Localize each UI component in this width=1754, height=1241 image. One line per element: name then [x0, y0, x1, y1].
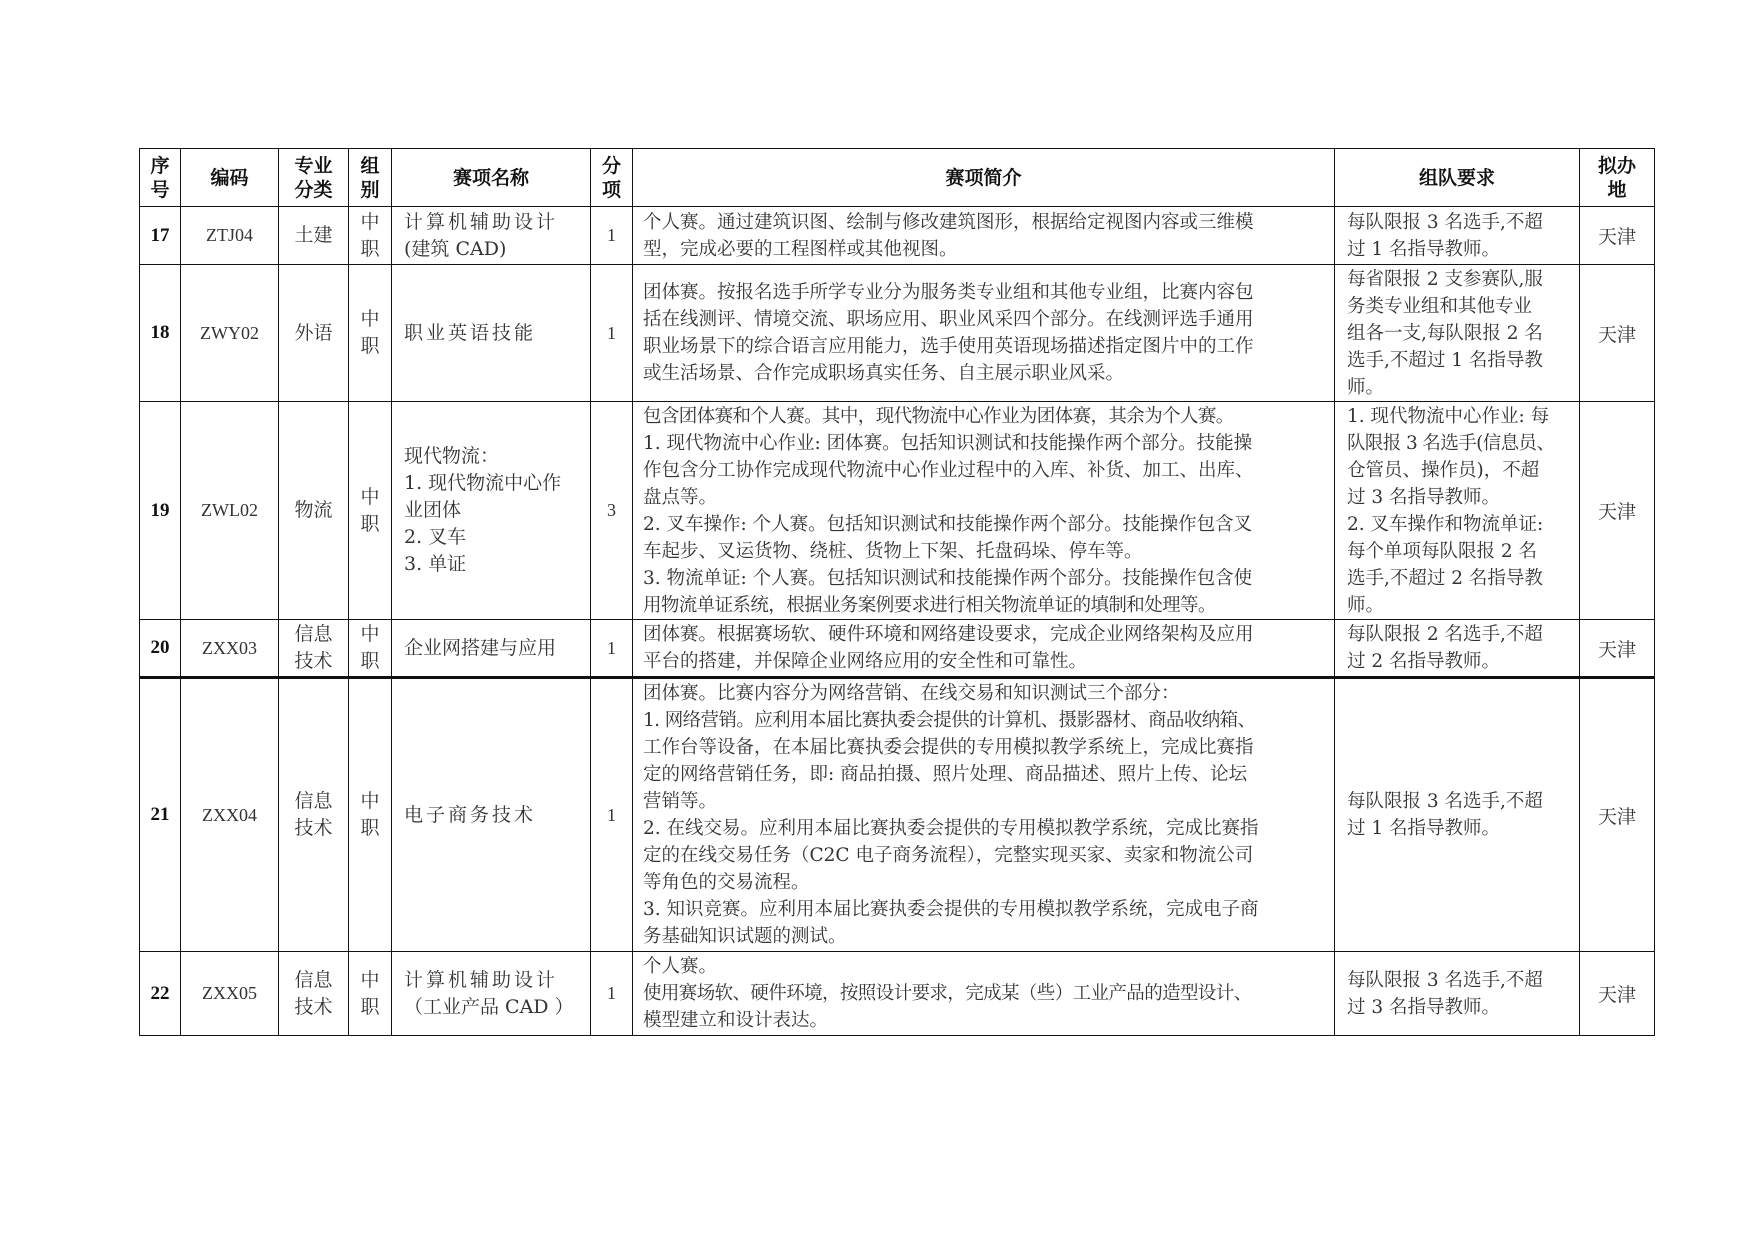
- header-code: 编码: [181, 149, 279, 207]
- row-group: 中 职: [349, 620, 392, 678]
- row-code: ZTJ04: [181, 207, 279, 265]
- row-category: 外语: [279, 265, 349, 402]
- row-req: 每队限报 3 名选手,不超 过 1 名指导教师。: [1335, 207, 1580, 265]
- row-category: 信息 技术: [279, 620, 349, 678]
- table-row: [140, 678, 1655, 952]
- row-desc: 个人赛。通过建筑识图、绘制与修改建筑图形，根据给定视图内容或三维模 型，完成必要的工程图样或其他视图。: [633, 207, 1335, 265]
- row-seq: 19: [140, 402, 181, 620]
- competition-table: [139, 148, 1655, 1036]
- row-name: 电子商务技术: [392, 678, 591, 952]
- row-loc: 天津: [1580, 678, 1655, 952]
- row-name: 职业英语技能: [392, 265, 591, 402]
- row-seq: 22: [140, 952, 181, 1036]
- row-seq: 20: [140, 620, 181, 678]
- table-row: [140, 620, 1655, 678]
- row-req: 每队限报 3 名选手,不超 过 3 名指导教师。: [1335, 952, 1580, 1036]
- table-row: [140, 207, 1655, 265]
- row-seq: 18: [140, 265, 181, 402]
- header-split: 分 项: [591, 149, 633, 207]
- row-loc: 天津: [1580, 620, 1655, 678]
- row-group: 中 职: [349, 402, 392, 620]
- row-desc: 团体赛。按报名选手所学专业分为服务类专业组和其他专业组，比赛内容包 括在线测评、情境交流、职场应用、职业风采四个部分。在线测评选手通用 职业场景下的综合语言应用能力，选手使用英语现场描述指定图片中的工作 或生活场景、合作完成职场真实任务、自主展示职业风采。: [633, 265, 1335, 402]
- row-seq: 17: [140, 207, 181, 265]
- row-code: ZWL02: [181, 402, 279, 620]
- row-code: ZXX04: [181, 678, 279, 952]
- row-code: ZXX03: [181, 620, 279, 678]
- row-desc: 个人赛。 使用赛场软、硬件环境，按照设计要求，完成某（些）工业产品的造型设计、 模型建立和设计表达。: [633, 952, 1335, 1036]
- row-split: 1: [591, 620, 633, 678]
- row-name: 现代物流： 1. 现代物流中心作 业团体 2. 叉车 3. 单证: [392, 402, 591, 620]
- row-category: 信息 技术: [279, 952, 349, 1036]
- row-group: 中 职: [349, 952, 392, 1036]
- row-req: 1. 现代物流中心作业: 每 队限报 3 名选手(信息员、 仓管员、操作员)，不超 过 3 名指导教师。 2. 叉车操作和物流单证: 每个单项每队限报 2 名 选手,不超过 2 名指导教 师。: [1335, 402, 1580, 620]
- row-code: ZXX05: [181, 952, 279, 1036]
- row-split: 1: [591, 678, 633, 952]
- header-desc: 赛项简介: [633, 149, 1335, 207]
- row-loc: 天津: [1580, 265, 1655, 402]
- row-code: ZWY02: [181, 265, 279, 402]
- row-name: 企业网搭建与应用: [392, 620, 591, 678]
- table-row: [140, 402, 1655, 620]
- row-loc: 天津: [1580, 207, 1655, 265]
- row-name: 计算机辅助设计 (建筑 CAD): [392, 207, 591, 265]
- row-desc: 包含团体赛和个人赛。其中，现代物流中心作业为团体赛，其余为个人赛。 1. 现代物流中心作业: 团体赛。包括知识测试和技能操作两个部分。技能操 作包含分工协作完成现代物流中心作业过程中的入库、补货、加工、出库、 盘点等。 2. 叉车操作: 个人赛。包括知识测试和技能操作两个部分。技能操作包含叉 车起步、叉运货物、绕桩、货物上下架、托盘码垛、停车等。 3. 物流单证: 个人赛。包括知识测试和技能操作两个部分。技能操作包含使 用物流单证系统，根据业务案例要求进行相关物流单证的填制和处理等。: [633, 402, 1335, 620]
- header-group: 组 别: [349, 149, 392, 207]
- row-category: 土建: [279, 207, 349, 265]
- row-desc: 团体赛。比赛内容分为网络营销、在线交易和知识测试三个部分： 1. 网络营销。应利用本届比赛执委会提供的计算机、摄影器材、商品收纳箱、 工作台等设备，在本届比赛执委会提供的专用模拟教学系统上，完成比赛指 定的网络营销任务，即: 商品拍摄、照片处理、商品描述、照片上传、论坛 营销等。 2. 在线交易。应利用本届比赛执委会提供的专用模拟教学系统，完成比赛指 定的在线交易任务（C2C 电子商务流程），完整实现买家、卖家和物流公司 等角色的交易流程。 3. 知识竞赛。应利用本届比赛执委会提供的专用模拟教学系统，完成电子商 务基础知识试题的测试。: [633, 678, 1335, 952]
- row-split: 1: [591, 207, 633, 265]
- header-loc: 拟办 地: [1580, 149, 1655, 207]
- row-category: 信息 技术: [279, 678, 349, 952]
- table-row: [140, 952, 1655, 1036]
- row-category: 物流: [279, 402, 349, 620]
- row-split: 1: [591, 952, 633, 1036]
- row-name: 计算机辅助设计 （工业产品 CAD ）: [392, 952, 591, 1036]
- row-split: 3: [591, 402, 633, 620]
- row-req: 每队限报 2 名选手,不超 过 2 名指导教师。: [1335, 620, 1580, 678]
- row-req: 每省限报 2 支参赛队,服 务类专业组和其他专业 组各一支,每队限报 2 名 选手,不超过 1 名指导教 师。: [1335, 265, 1580, 402]
- row-loc: 天津: [1580, 402, 1655, 620]
- row-seq: 21: [140, 678, 181, 952]
- row-group: 中 职: [349, 265, 392, 402]
- row-loc: 天津: [1580, 952, 1655, 1036]
- row-group: 中 职: [349, 207, 392, 265]
- row-desc: 团体赛。根据赛场软、硬件环境和网络建设要求，完成企业网络架构及应用 平台的搭建，并保障企业网络应用的安全性和可靠性。: [633, 620, 1335, 678]
- row-req: 每队限报 3 名选手,不超 过 1 名指导教师。: [1335, 678, 1580, 952]
- header-req: 组队要求: [1335, 149, 1580, 207]
- header-name: 赛项名称: [392, 149, 591, 207]
- row-group: 中 职: [349, 678, 392, 952]
- header-row: [140, 149, 1655, 207]
- row-split: 1: [591, 265, 633, 402]
- table-row: [140, 265, 1655, 402]
- header-category: 专业 分类: [279, 149, 349, 207]
- header-seq: 序 号: [140, 149, 181, 207]
